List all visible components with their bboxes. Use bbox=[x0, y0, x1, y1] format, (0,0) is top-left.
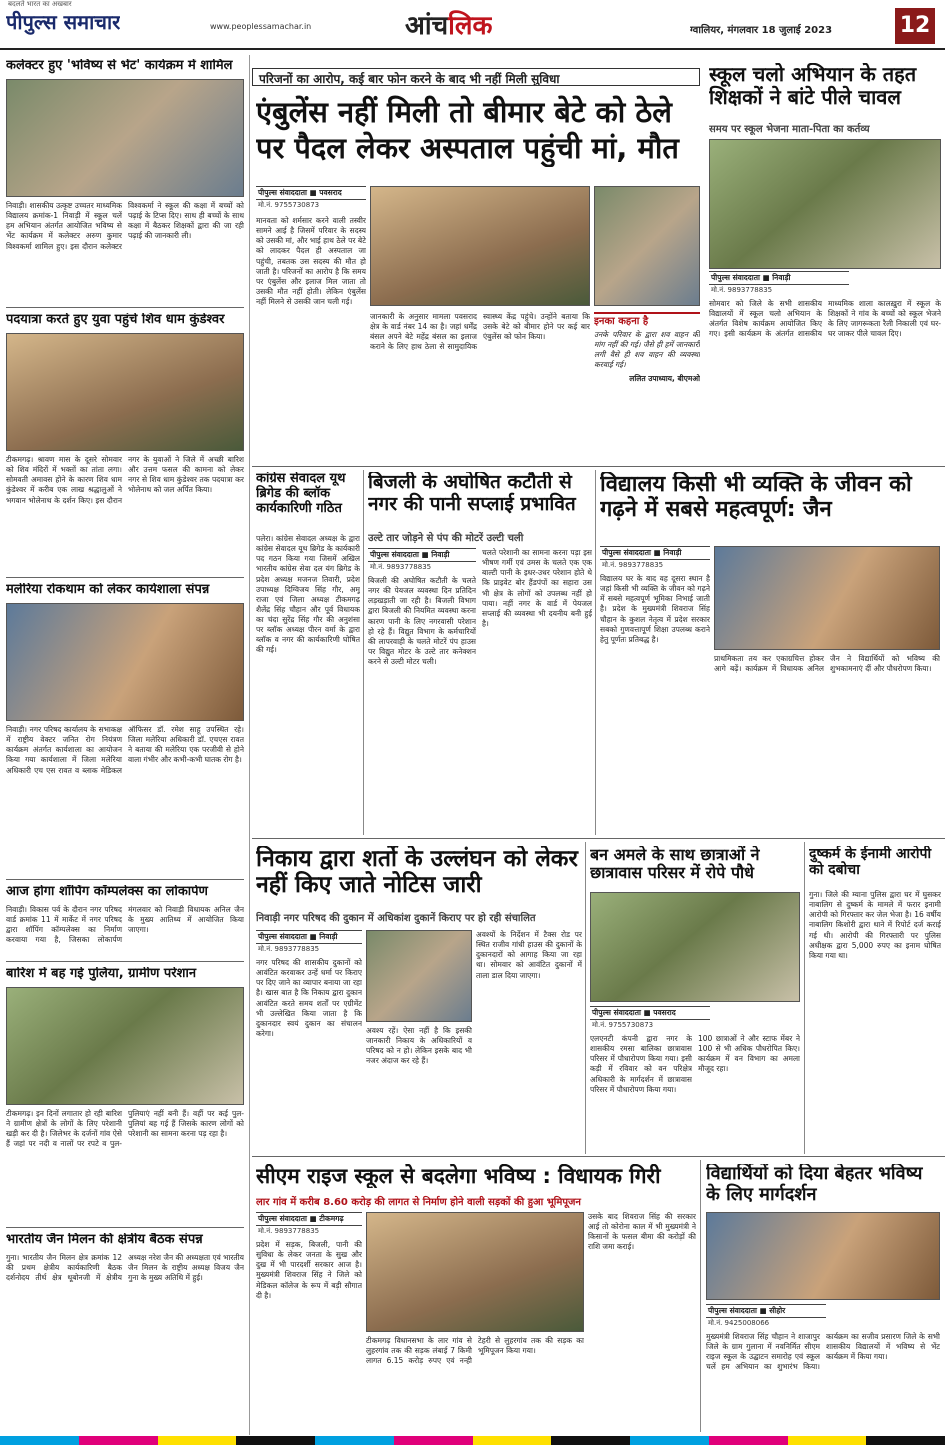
plants-head: बन अमले के साथ छात्राओं ने छात्रावास परिसर में रोपे पौधे bbox=[590, 846, 760, 883]
story-jain-head: भारतीय जैन मिलन की क्षेत्रीय बैठक संपन्न bbox=[6, 1233, 203, 1247]
website-url[interactable]: www.peoplessamachar.in bbox=[210, 22, 312, 31]
story-collector-head: कलेक्टर हुए 'भविष्य से भेंट' कार्यक्रम में शामिल bbox=[6, 59, 233, 73]
vertical-divider bbox=[585, 842, 586, 1154]
quote-author: ललित उपाध्याय, बीएमओ bbox=[629, 374, 700, 383]
story-jain-text: गुना। भारतीय जैन मिलन क्षेत्र क्रमांक 12 की प्रथम क्षेत्रीय कार्यकारिणी बैठक दर्शनोदय तीर्थ क्षेत्र थूबोनजी में क्षेत्रीय अध्यक्ष नरेश जैन की अध्यक्षता एवं भारतीय जैन मिलन के राष्ट्रीय अध्यक्ष विजय जैन गुना के मुख्य अतिथि में हुई। bbox=[6, 1253, 244, 1283]
mother-cart-photo bbox=[370, 186, 590, 306]
lead-mobile: मो.नं. 9755730873 bbox=[258, 201, 320, 209]
electricity-byline: पीपुल्स संवाददाता ■ निवाड़ी bbox=[368, 548, 476, 562]
washed-culvert-photo bbox=[6, 987, 244, 1105]
quote-text: उनके परिवार के द्वारा शव वाहन की मांग नहीं की गई। जैसे ही हमें जानकारी लगी वैसे ही शव वाहन की व्यवस्था करवाई गई। bbox=[594, 329, 700, 369]
page-number: 12 bbox=[895, 8, 935, 44]
vertical-divider bbox=[700, 1160, 701, 1432]
hospital-photo bbox=[594, 186, 700, 306]
lead-text-cont: जानकारी के अनुसार मामला पवसराद क्षेत्र के वार्ड नंबर 14 का है। जहां धर्मेंद्र बंसल अपने बेटे महेंद्र बंसल का इलाज कराने के लिए हाथ ठेला से सामुदायिक स्वास्थ्य केंद्र पहुंचे। उन्होंने बताया कि उसके बेटे को बीमार होने पर कई बार एंबुलेंस को फोन किया। bbox=[370, 312, 590, 352]
notice-text: नगर परिषद की शासकीय दुकानों को आवंटित करवाकर उन्हें धर्मा पर किराए पर दिए जाने का व्यापार बनाया जा रहा है। खास बात है कि निकाय द्वारा दुकान आवंटित करते समय शर्तों पर एग्रीमेंट भी उल्लेखित किया जाता है कि दुकानदार स्वयं दुकान का संचालन करेगा। bbox=[256, 958, 362, 1038]
plants-text-cont: 100 छात्राओं ने और स्टाफ मेंबर ने 100 से भी अधिक पौधरोपित किए। कार्यक्रम में वन विभाग का अमला मौजूद रहा। bbox=[698, 1034, 800, 1074]
plants-mobile: मो.नं. 9755730873 bbox=[592, 1021, 654, 1029]
plants-byline: पीपुल्स संवाददाता ■ पवसराद bbox=[590, 1006, 710, 1020]
masthead bbox=[0, 0, 945, 50]
divider bbox=[6, 961, 244, 962]
divider bbox=[252, 1156, 945, 1157]
cmrise-sub: लार गांव में करीब 8.60 करोड़ की लागत से निर्माण होने वाली सड़कों की हुआ भूमिपूजन bbox=[256, 1197, 581, 1208]
guidance-head: विद्यार्थियों को दिया बेहतर भविष्य के लिए मार्गदर्शन bbox=[706, 1164, 923, 1205]
shops-photo bbox=[366, 930, 472, 1022]
notice-mobile: मो.नं. 9893778835 bbox=[258, 945, 320, 953]
cmrise-text-cont: टीकमगढ़ विधानसभा के लार गांव से लुहरगांव तक की सड़क लंबाई 7 किमी लागत 6.15 करोड़ रुपए एवं नन्ही टेहरी से लुहरगांव तक की सड़क का भूमिपूजन किया गया। bbox=[366, 1336, 584, 1366]
notice-byline: पीपुल्स संवाददाता ■ निवाड़ी bbox=[256, 930, 362, 944]
story-collector-text: निवाड़ी। शासकीय उत्कृष्ट उच्चतर माध्यमिक विद्यालय क्रमांक-1 निवाड़ी में स्कूल चलें हम अभियान अंतर्गत आयोजित भविष्य से भेंट कार्यक्रम में कलेक्टर अरुण कुमार विश्वकर्मा शामिल हुए। इस दौरान कलेक्टर विश्वकर्मा ने स्कूल की कक्षा में बच्चों को पढ़ाई के टिप्स दिए। साथ ही बच्चों के साथ कक्षा में बैठकर शिक्षकों द्वारा की जा रही पढ़ाई की जानकारी ली। bbox=[6, 201, 244, 251]
pilgrims-photo bbox=[6, 333, 244, 451]
dateline: ग्वालियर, मंगलवार 18 जुलाई 2023 bbox=[690, 25, 833, 36]
divider bbox=[6, 879, 244, 880]
section-logo-post: लिक bbox=[448, 11, 493, 41]
story-culvert-text: टीकमगढ़। इन दिनों लगातार हो रही बारिश ने ग्रामीण क्षेत्रों के लोगों के लिए परेशानी खड़ी कर दी है। जिलेभर के दर्जनों गांव ऐसे हैं जहां पर नदी व नालों पर रपटे व पुल-पुलियाएं नहीं बनी हैं। वहीं पर कई पुल-पुलियां बह गई हैं जिसके कारण लोगों को परेशानी का सामना करना पड़ रहा है। bbox=[6, 1109, 244, 1149]
notice-text-cont: अवश्य रहें। ऐसा नहीं है कि इसकी जानकारी निकाय के अधिकारियों व परिषद को न हो। लेकिन इसके बाद भी नजर अंदाज कर रहे हैं। bbox=[366, 1026, 472, 1066]
lead-text: मानवता को शर्मसार करने वाली तस्वीर सामने आई है जिसमें परिवार के सदस्य को उसकी मां, और भाई हाथ ठेले पर बेटे को लादकर पैदल ही अस्पताल जा पहुंची, तबतक उस सदस्य की मौत हो जाती है। परिजनों का आरोप है कि समय पर एंबुलेंस और इलाज मिल जाता तो उसकी मौत नहीं होती। लेकिन एंबुलेंस नहीं मिलने से उसकी जान चली गई। bbox=[256, 216, 366, 306]
story-malaria-head: मलेरिया रोकथाम को लेकर कार्यशाला संपन्न bbox=[6, 583, 210, 597]
rally-photo bbox=[709, 139, 941, 269]
divider bbox=[252, 838, 945, 839]
newspaper-logo: पीपुल्स समाचार bbox=[6, 10, 121, 34]
school-mobile: मो.नं. 9893778835 bbox=[602, 561, 664, 569]
school-text-cont: प्राथमिकता तय कर एकाग्रचित्त होकर आगे बढ़ें। कार्यक्रम में विधायक अनिल जैन ने विद्यार्थियों को भविष्य की शुभकामनाएं दीं और पौधरोपण किया। bbox=[714, 654, 940, 674]
notice-head: निकाय द्वारा शर्तो के उल्लंघन को लेकर नहीं किए जाते नोटिस जारी bbox=[256, 846, 578, 899]
plants-text: एलएनटी कंपनी द्वारा नगर के शासकीय रमसा बालिका छात्रावास परिसर में पौधारोपण किया गया। इसी कड़ी में रविवार को वन परिक्षेत्र अधिकारी के मार्गदर्शन में छात्रावास परिसर में पौधारोपण किया गया। bbox=[590, 1034, 692, 1094]
electricity-head: बिजली के अघोषित कटौती से नगर की पानी सप्लाई प्रभावित bbox=[368, 472, 576, 515]
section-logo-pre: आंच bbox=[405, 11, 449, 41]
story-culvert-head: बारिश में बह गई पुलिया, ग्रामीण परेशान bbox=[6, 967, 197, 981]
section-logo bbox=[405, 6, 492, 42]
plantation-photo bbox=[590, 892, 800, 1002]
story-malaria-text: निवाड़ी। नगर परिषद कार्यालय के सभाकक्ष में राष्ट्रीय वेक्टर जनित रोग नियंत्रण कार्यक्रम अंतर्गत कार्यशाला का आयोजन किया गया कार्यशाला में जिला मलेरिया अधिकारी एच एस रावत व ब्लाक मेडिकल ऑफिसर डॉ. रमेश साहू उपस्थित रहे। जिला मलेरिया अधिकारी डॉ. एचएस रावत ने बताया की मलेरिया एक परजीवी से होने वाला गंभीर और कभी-कभी घातक रोग है। bbox=[6, 725, 244, 775]
divider bbox=[6, 1227, 244, 1228]
cmrise-head: सीएम राइज स्कूल से बदलेगा भविष्य : विधायक गिरी bbox=[256, 1164, 661, 1188]
school-text: विद्यालय घर के बाद वह दूसरा स्थान है जहां किसी भी व्यक्ति के जीवन को गढ़ने में सबसे महत्वपूर्ण भूमिका निभाई जाती है। प्रदेश के मुख्यमंत्री शिवराज सिंह चौहान के कुशल नेतृत्व में प्रदेश सरकार सबको गुणवत्तापूर्ण शिक्षा उपलब्ध कराने हेतु पूर्णतः प्रतिबद्ध है। bbox=[600, 574, 710, 644]
cmrise-text: प्रदेश में सड़क, बिजली, पानी की सुविधा के लेकर जनता के सुख और दुख में भी पारदर्शी सरकार आज है। मुख्यमंत्री शिवराज सिंह ने जिले को मेडिकल कॉलेज के रूप में बड़ी सौगात दी है। bbox=[256, 1240, 362, 1300]
crime-text: गुना। जिले की म्याना पुलिस द्वारा घर में घुसकर नाबालिग से दुष्कर्म के मामले में फरार इनामी आरोपी को गिरफ्तार कर जेल भेजा है। 16 वर्षीय नाबालिग किशोरी द्वारा थाने में रिपोर्ट दर्ज कराई गई थी। आरोपी की गिरफ्तारी पर पुलिस अधीक्षक द्वारा 5,000 रुपए का इनाम घोषित किया गया था। bbox=[809, 890, 941, 960]
congress-head: कांग्रेस सेवादल यूथ ब्रिगेड की ब्लॉक कार्यकारिणी गठित bbox=[256, 472, 346, 516]
electricity-sub: उल्टे तार जोड़ने से पंप की मोटरें उल्टी चली bbox=[368, 533, 524, 544]
students-photo bbox=[706, 1212, 940, 1300]
lead-kicker: परिजनों का आरोप, कई बार फोन करने के बाद भी नहीं मिली सुविधा bbox=[252, 68, 700, 86]
bhoomipujan-photo bbox=[366, 1212, 584, 1332]
lead-headline: एंबुलेंस नहीं मिली तो बीमार बेटे को ठेले पर पैदल लेकर अस्पताल पहुंची मां, मौत bbox=[256, 95, 679, 166]
guidance-byline: पीपुल्स संवाददाता ■ सीहोर bbox=[706, 1304, 826, 1318]
rice-story-head: स्कूल चलो अभियान के तहत शिक्षकों ने बांटे पीले चावल bbox=[709, 63, 917, 109]
divider bbox=[6, 577, 244, 578]
electricity-mobile: मो.नं. 9893778835 bbox=[370, 563, 432, 571]
brand-tagline: बदलते भारत का अखबार bbox=[8, 0, 72, 8]
cmrise-mobile: मो.नं. 9893778835 bbox=[258, 1227, 320, 1235]
cmrise-text-cont2: उसके बाद शिवराज सिंह की सरकार आई तो कोरोना काल में भी मुख्यमंत्री ने किसानों के फसल बीमा की करोड़ों की राशि जमा कराई। bbox=[588, 1212, 696, 1252]
quote-box bbox=[594, 312, 700, 464]
electricity-text: बिजली की अघोषित कटौती के चलते नगर की पेयजल व्यवस्था दिन प्रतिदिन लड़खड़ाती जा रही है। बिजली विभाग द्वारा बिजली की नियमित व्यवस्था करना कारण पानी के लिए नगरवासी परेशान हो रहे हैं। विद्युत विभाग के कर्मचारियों की लापरवाही के चलते मोटरें पंप हाउस पर विद्युत मोटर के उल्टे तार कनेक्शन करने से उल्टी मोटर चली। bbox=[368, 576, 476, 666]
vertical-divider bbox=[804, 842, 805, 1154]
rice-byline: पीपुल्स संवाददाता ■ निवाड़ी bbox=[709, 271, 849, 285]
right-top-column bbox=[705, 55, 945, 465]
vertical-divider bbox=[595, 470, 596, 835]
classroom-photo bbox=[6, 79, 244, 197]
story-padyatra-text: टीकमगढ़। श्रावण मास के दूसरे सोमवार को शिव मंदिरों में भक्तों का तांता लगा। सोमवती अमावस होने के कारण शिव धाम कुंडेश्वर में करीब एक लाख श्रद्धालुओं ने भगवान भोलेनाथ के दर्शन किए। इस दौरान नगर के युवाओं ने जिले में अच्छी बारिश और उत्तम फसल की कामना को लेकर नगर से शिव धाम कुंडेश्वर तक पदयात्रा कर भोलेनाथ को जल अर्पित किया। bbox=[6, 455, 244, 505]
congress-text: पलेरा। कांग्रेस सेवादल अध्यक्ष के द्वारा कांग्रेस सेवादल यूथ ब्रिगेड के कार्यकारी पद गठन किया गया जिसमें अखिल भारतीय कांग्रेस सेवा दल यंग ब्रिगेड के प्रदेश अध्यक्ष मजनज तिवारी, प्रदेश उपाध्यक्ष दिग्विजय सिंह गौर, अमू राजा एवं जिला अध्यक्ष टीकमगढ़ शैलेंद्र सिंह चौहान और पूर्व विधायक का चंदा सुरेंद्र सिंह गौर की अनुशंसा पर ब्लॉक अध्यक्ष पीरन वर्मा के द्वारा ब्लॉक व नगर की कार्यकारिणी घोषित की गई। bbox=[256, 534, 360, 655]
story-complex-text: निवाड़ी। विकास पर्व के दौरान नगर परिषद वार्ड क्रमांक 11 में मार्केट में नगर परिषद द्वारा शॉपिंग कॉम्पलेक्स का निर्माण करवाया गया है, जिसका लोकार्पण मंगलवार को निवाड़ी विधायक अनिल जैन के मुख्य आतिथ्य में आयोजित किया जाएगा। bbox=[6, 905, 244, 945]
quote-head: इनका कहना है bbox=[594, 316, 649, 327]
rice-mobile: मो.नं. 9893778835 bbox=[711, 286, 773, 294]
rice-story-sub: समय पर स्कूल भेजना माता-पिता का कर्तव्य bbox=[709, 124, 870, 135]
notice-sub: निवाड़ी नगर परिषद की दुकान में अधिकांश दुकानें किराए पर हो रही संचालित bbox=[256, 913, 536, 924]
rice-story-text: सोमवार को जिले के सभी शासकीय विद्यालयों में स्कूल चलो अभियान के अंतर्गत विशेष कार्यक्रम आयोजित किए गए। इसी कार्यक्रम के अंतर्गत शासकीय माध्यमिक शाला कालख़ुरा में स्कूल के शिक्षकों ने गांव के बच्चों को स्कूल भेजने के लिए जागरूकता रैली निकाली एवं घर-घर जाकर पीले चावल दिए। bbox=[709, 299, 941, 339]
print-color-bar bbox=[0, 1436, 945, 1445]
workshop-photo bbox=[6, 603, 244, 721]
guidance-text: मुख्यमंत्री शिवराज सिंह चौहान ने शाजापुर जिले के ग्राम गुलाना में नवनिर्मित सीएम राइज स्कूल के उद्घाटन समारोह एवं स्कूल चलें हम अभियान का शुभारंभ किया। कार्यक्रम का सजीव प्रसारण जिले के सभी शासकीय विद्यालयों में भविष्य से भेंट कार्यक्रम में किया गया। bbox=[706, 1332, 940, 1372]
electricity-text-cont: चलते परेशानी का सामना करना पड़ा इस भीषण गर्मी एवं उमस के चलते एक एक बाल्टी पानी के इधर-उधर परेशान होते थे कि प्राइवेट बोर हैंडपंपों का सहारा उस भी क्षेत्र के लोगों को उपलब्ध नहीं हो पाया। नहीं नगर के वार्ड में पेयजल सप्लाई की व्यवस्था भी दयनीय बनी हुई है। bbox=[482, 548, 592, 628]
divider bbox=[252, 466, 945, 467]
vertical-divider bbox=[363, 470, 364, 835]
left-column bbox=[0, 55, 250, 1435]
guidance-mobile: मो.नं. 9425008066 bbox=[708, 1319, 770, 1327]
crime-head: दुष्कर्म के ईनामी आरोपी को दबोचा bbox=[809, 846, 932, 879]
school-event-photo bbox=[714, 546, 940, 650]
notice-text-cont2: अवश्यों के निर्देशन में टैक्स रोड पर स्थित राजीव गांधी हाउस की दुकानों के दुकानदारों को आगाह किया जा रहा था। सोमवार को आवंटित दुकानों में ताला डाल दिया जाएगा। bbox=[476, 930, 582, 980]
cmrise-byline: पीपुल्स संवाददाता ■ टीकमगढ़ bbox=[256, 1212, 362, 1226]
story-padyatra-head: पदयात्रा करते हुए युवा पहुंचे शिव धाम कुंडेश्वर bbox=[6, 313, 225, 327]
divider bbox=[6, 307, 244, 308]
lead-byline: पीपुल्स संवाददाता ■ पवसराद bbox=[256, 186, 366, 200]
story-complex-head: आज होगा शॉपिंग कॉम्पलेक्स का लोकार्पण bbox=[6, 885, 208, 899]
school-byline: पीपुल्स संवाददाता ■ निवाड़ी bbox=[600, 546, 710, 560]
school-head: विद्यालय किसी भी व्यक्ति के जीवन को गढ़ने में सबसे महत्वपूर्ण: जैन bbox=[600, 472, 912, 523]
